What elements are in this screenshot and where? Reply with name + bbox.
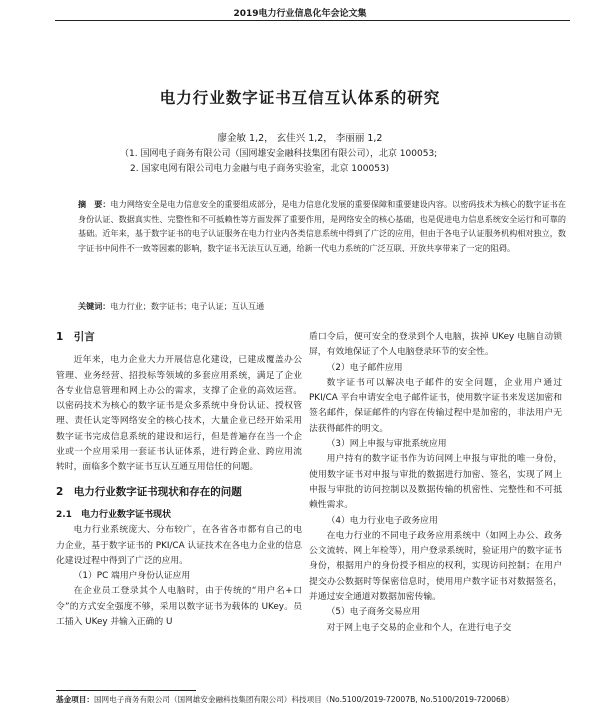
footnote-label: 基金项目： — [56, 695, 94, 704]
item-1-text: 在企业员工登录其个人电脑时，由于传统的“用户名+口令”的方式安全强度不够，采用以数字证书为载体的 UKey。员工插入 UKey 并输入正确的 U — [56, 586, 302, 628]
status-paragraph: 电力行业系统庞大、分布较广，在各省各市都有自己的电力企业，基于数字证书的 PKI/CA 认证技术在各电力企业的信息化建设过程中得到了广泛的应用。 — [56, 525, 302, 566]
continued-paragraph: 盾口令后，便可安全的登录到个人电脑，拔掉 UKey 电脑自动锁屏，有效地保证了个人电脑登录环节的安全性。 — [309, 332, 562, 358]
author-list: 廖金敏 1,2， 玄佳兴 1,2， 李丽丽 1,2 — [217, 133, 383, 144]
item-4-title: （4）电力行业电子政务应用 — [326, 515, 438, 526]
abstract-text: 电力网络安全是电力信息安全的重要组成部分，是电力信息化发展的重要保障和重要建设内容。以密码技术为核心的数字证书在身份认证、数据真实性、完整性和不可抵赖性等方面发挥了重要作用，是网络安全的核心基础，也是促进电力信息系统安全运行和可靠的基础。近年来，基于数字证书的电子认证服务在电力行业内各类信息系统中得到了广泛的应用，但由于各电子认证服务机构相对独立，数字证书中间件不一致等因素的影响，数字证书无法互认互通，给新一代电力系统的广泛互联、开放共享带来了一定的阻碍。 — [78, 199, 566, 254]
item-3-title: （3）网上申报与审批系统应用 — [326, 439, 447, 450]
keywords-text: 电力行业；数字证书；电子认证；互认互通 — [110, 301, 265, 311]
item-3-text: 用户持有的数字证书作为访问网上申报与审批的唯一身份，使用数字证书对申报与审批的数据进行加密、签名，实现了网上申报与审批的访问控制以及数据传输的机密性、完整性和不可抵赖性需求。 — [309, 454, 562, 511]
abstract — [78, 197, 566, 256]
item-5-title: （5）电子商务交易应用 — [326, 607, 421, 618]
intro-paragraph: 近年来，电力企业大力开展信息化建设，已建成覆盖办公管理、业务经营、招投标等领域的多套应用系统，满足了企业各专业信息管理和网上办公的需求，支撑了企业的高效运营。以密码技术为核心的数字证书是众多系统中身份认证、授权管理、责任认定等网络安全的核心技术，大量企业已经开始采用数字证书完成信息系统的建设和运行，但是普遍存在当一个企业或一个应用采用一套证书认证体系，进行跨企业、跨应用流转时，面临多个数字证书互认互通互用信任的问题。 — [56, 355, 302, 473]
header-divider — [55, 20, 570, 21]
abstract-label: 摘 要： — [78, 199, 111, 209]
item-1-title: （1）PC 端用户身份认证应用 — [73, 571, 191, 582]
keywords — [78, 301, 566, 312]
running-header: 2019电力行业信息化年会论文集 — [233, 9, 367, 19]
paper-title: 电力行业数字证书互信互认体系的研究 — [159, 89, 441, 107]
section-heading-intro: 1 引言 — [56, 331, 95, 343]
footnote-text: 国网电子商务有限公司（国网雄安金融科技集团有限公司）科技项目（No.5100/2019-72007B, No.5100/2019-72006B） — [93, 695, 514, 704]
item-2-title: （2）电子邮件应用 — [326, 362, 403, 373]
right-column — [309, 330, 562, 636]
funding-footnote — [56, 694, 566, 705]
affiliation-1: （1. 国网电子商务有限公司（国网雄安金融科技集团有限公司），北京 100053; — [120, 149, 438, 159]
subsection-heading-2-1: 2.1 电力行业数字证书现状 — [56, 509, 171, 520]
item-4-text: 在电力行业的不同电子政务应用系统中（如网上办公、政务公文流转、网上年检等），用户登录系统时，验证用户的数字证书身份，根据用户的身份授予相应的权利，实现访问控制；在用户提交办公数据时等保密信息时，使用用户数字证书对数据签名，并通过安全通道对数据加密传输。 — [309, 530, 562, 603]
left-column — [56, 330, 302, 630]
keywords-label: 关键词： — [78, 301, 111, 311]
item-2-text: 数字证书可以解决电子邮件的安全问题，企业用户通过 PKI/CA 平台申请安全电子邮件证书，使用数字证书来发送加密和签名邮件，保证邮件的内容在传输过程中是加密的，非法用户无法获得邮件的明文。 — [309, 377, 562, 434]
section-heading-status: 2 电力行业数字证书现状和存在的问题 — [56, 485, 242, 498]
footnote-divider — [56, 690, 196, 691]
item-5-text: 对于网上电子交易的企业和个人，在进行电子交 — [326, 622, 512, 633]
affiliation-2: 2. 国家电网有限公司电力金融与电子商务实验室，北京 100053) — [130, 164, 390, 174]
